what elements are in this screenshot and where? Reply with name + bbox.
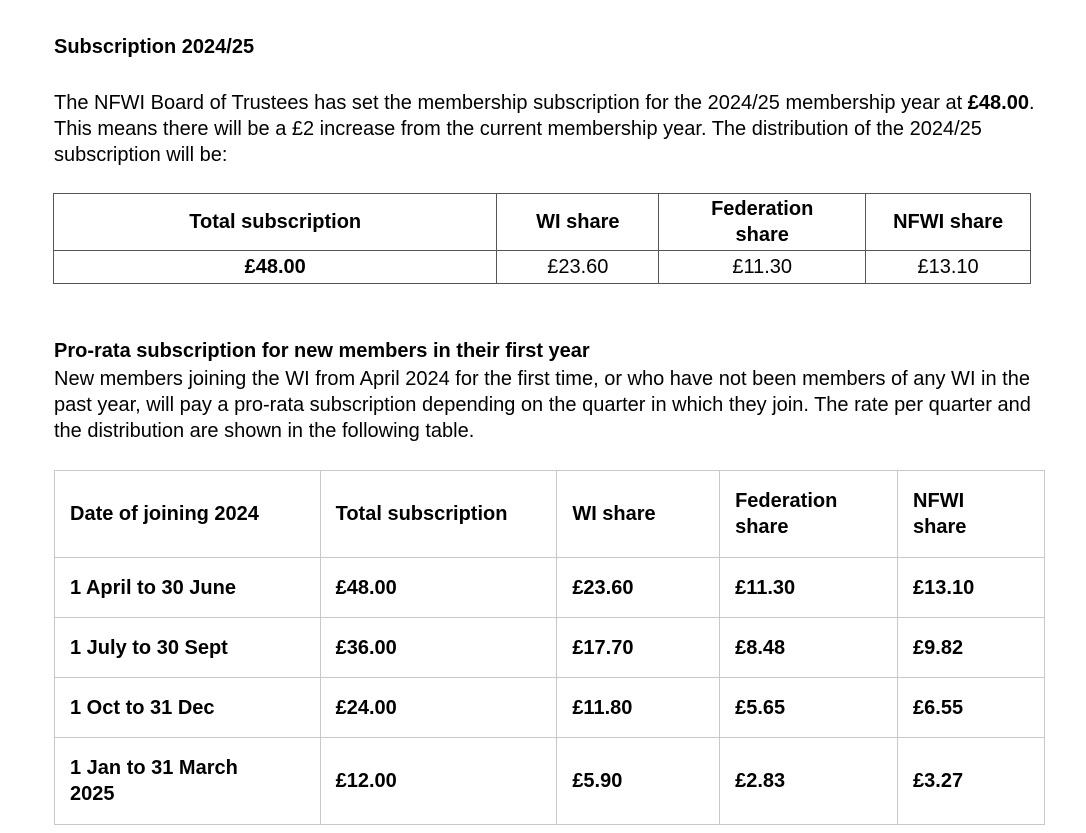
intro-amount: £48.00	[967, 92, 1029, 114]
table-row	[55, 678, 1045, 738]
cell-total: £24.00	[320, 678, 557, 738]
cell-nfwi-share: £3.27	[898, 738, 1045, 825]
header-total-subscription: Total subscription	[320, 471, 557, 558]
cell-total: £36.00	[320, 618, 557, 678]
value-nfwi-share: £13.10	[866, 251, 1031, 284]
header-wi-share: WI share	[497, 194, 659, 251]
table-row	[55, 618, 1045, 678]
cell-wi-share: £17.70	[557, 618, 720, 678]
header-date-of-joining: Date of joining 2024	[55, 471, 321, 558]
value-total-subscription: £48.00	[54, 251, 497, 284]
cell-wi-share: £11.80	[557, 678, 720, 738]
prorata-subscription-table	[54, 470, 1045, 825]
cell-date: 1 April to 30 June	[55, 558, 321, 618]
cell-total: £48.00	[320, 558, 557, 618]
cell-federation-share: £2.83	[720, 738, 898, 825]
value-federation-share: £11.30	[659, 251, 866, 284]
prorata-description: New members joining the WI from April 2024 for the first time, or who have not been members of any WI in the past year, will pay a pro-rata subscription depending on the quarter in which they join. The rate per quarter and the distribution are shown in the following table.	[54, 368, 1031, 442]
table-row	[55, 558, 1045, 618]
table-row	[55, 738, 1045, 825]
header-nfwi-share: NFWI share	[866, 194, 1031, 251]
cell-wi-share: £23.60	[557, 558, 720, 618]
cell-nfwi-share: £6.55	[898, 678, 1045, 738]
subscription-distribution-table	[53, 193, 1031, 284]
cell-nfwi-share: £13.10	[898, 558, 1045, 618]
cell-date: 1 Oct to 31 Dec	[55, 678, 321, 738]
header-federation-share: Federation share	[659, 194, 866, 251]
cell-federation-share: £11.30	[720, 558, 898, 618]
intro-paragraph	[54, 90, 1044, 168]
cell-date: 1 July to 30 Sept	[55, 618, 321, 678]
table-header-row	[55, 471, 1045, 558]
intro-text-start: The NFWI Board of Trustees has set the membership subscription for the 2024/25 membership year at	[54, 92, 968, 114]
table-header-row	[54, 194, 1031, 251]
cell-nfwi-share: £9.82	[898, 618, 1045, 678]
cell-total: £12.00	[320, 738, 557, 825]
cell-wi-share: £5.90	[557, 738, 720, 825]
page-title: Subscription 2024/25	[54, 36, 255, 58]
header-nfwi-share: NFWI share	[898, 471, 1045, 558]
cell-federation-share: £5.65	[720, 678, 898, 738]
prorata-section-title: Pro-rata subscription for new members in their first year	[54, 340, 590, 362]
cell-federation-share: £8.48	[720, 618, 898, 678]
cell-date: 1 Jan to 31 March 2025	[55, 738, 321, 825]
header-total-subscription: Total subscription	[54, 194, 497, 251]
value-wi-share: £23.60	[497, 251, 659, 284]
table-row	[54, 251, 1031, 284]
intro-text-end: . This means there will be a £2 increase from the current membership year. The distribution of the 2024/25 subscription will be:	[54, 92, 1035, 166]
header-wi-share: WI share	[557, 471, 720, 558]
header-federation-share: Federation share	[720, 471, 898, 558]
